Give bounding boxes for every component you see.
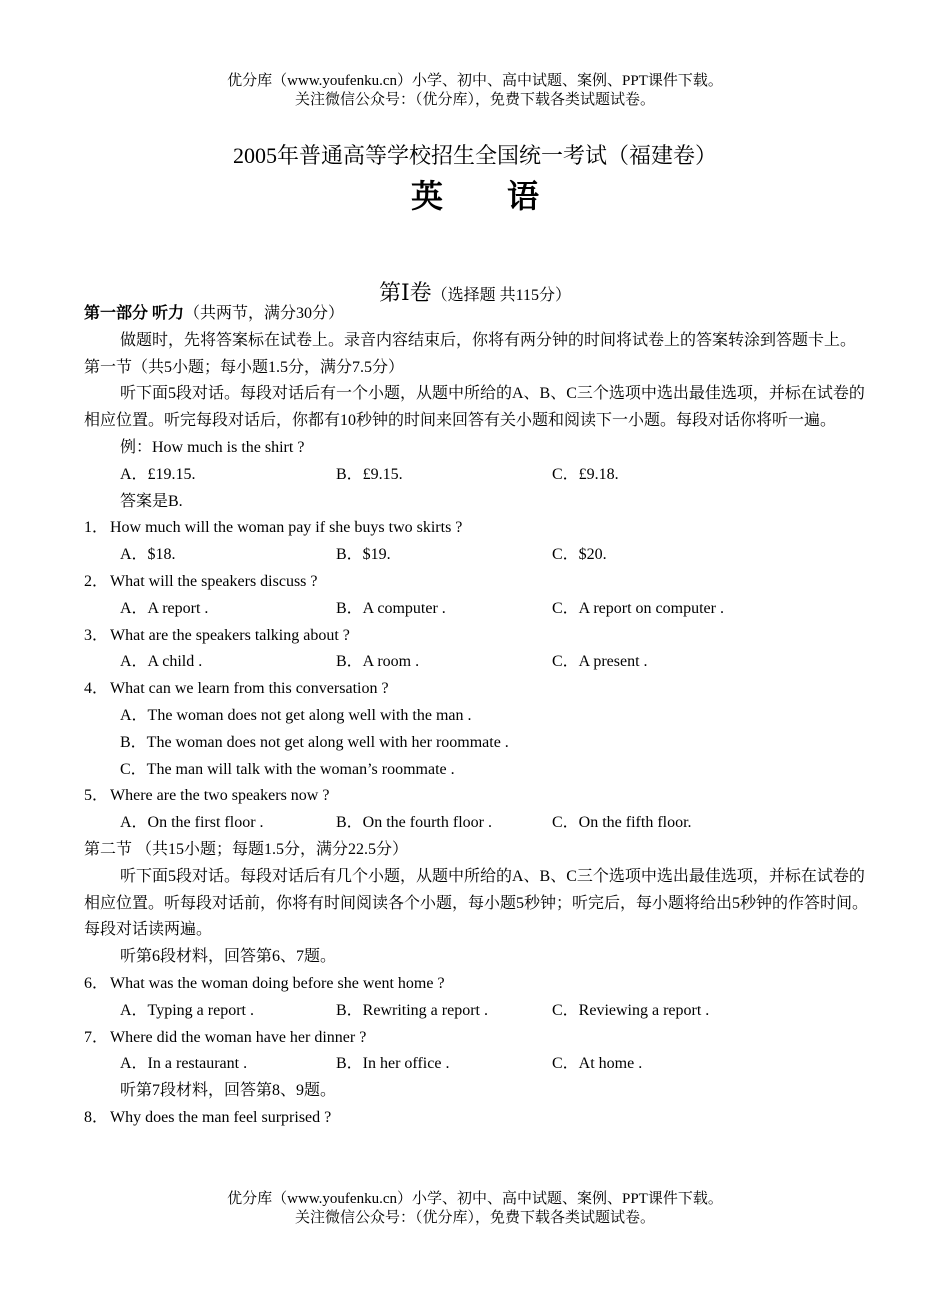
question-8 bbox=[84, 1105, 869, 1132]
watermark-line-2: 关注微信公众号：（优分库），免费下载各类试题试卷。 bbox=[294, 1210, 655, 1226]
question-text: What can we learn from this conversation ? bbox=[110, 680, 389, 698]
option-a: A．A child . bbox=[120, 653, 203, 671]
option-c: C．Reviewing a report . bbox=[552, 1001, 710, 1019]
question-1-options bbox=[84, 542, 869, 569]
question-3-options bbox=[84, 649, 869, 676]
question-6-options bbox=[84, 998, 869, 1025]
question-5 bbox=[84, 783, 869, 810]
option-b: B．Rewriting a report . bbox=[336, 1001, 488, 1019]
watermark-line-1: 优分库（www.youfenku.cn）小学、初中、高中试题、案例、PPT课件下载。 bbox=[227, 1191, 723, 1207]
question-text: What are the speakers talking about ? bbox=[110, 626, 350, 644]
question-6 bbox=[84, 971, 869, 998]
page-header-watermark bbox=[0, 72, 950, 110]
option-a: A．$18. bbox=[120, 546, 176, 564]
volume-note: （选择题 共115分） bbox=[431, 287, 572, 304]
watermark-line-2: 关注微信公众号：（优分库），免费下载各类试题试卷。 bbox=[294, 92, 655, 108]
example-answer: 答案是B. bbox=[120, 492, 183, 510]
example-options bbox=[84, 462, 869, 489]
example-question: 例：How much is the shirt ? bbox=[120, 438, 305, 456]
question-7 bbox=[84, 1025, 869, 1052]
question-4-option-b: B．The woman does not get along well with her roommate . bbox=[120, 733, 509, 751]
section1-instructions: 听下面5段对话。每段对话后有一个小题，从题中所给的A、B、C三个选项中选出最佳选项，并标在试卷的相应位置。听完每段对话后，你都有10秒钟的时间来回答有关小题和阅读下一小题。每段对话你将听一遍。 bbox=[84, 385, 865, 430]
question-number: 4． bbox=[84, 680, 109, 698]
question-4-option-c: C．The man will talk with the woman’s roommate . bbox=[120, 760, 455, 778]
option-b: B．$19. bbox=[336, 546, 391, 564]
option-c: C．At home . bbox=[552, 1055, 643, 1073]
part1-heading-line bbox=[84, 301, 869, 328]
option-a: A．A report . bbox=[120, 599, 209, 617]
option-c: C．On the fifth floor. bbox=[552, 814, 692, 832]
exam-body bbox=[84, 301, 869, 1132]
option-b: B．£9.15. bbox=[336, 465, 403, 483]
question-4-option-a: A．The woman does not get along well with the man . bbox=[120, 706, 472, 724]
question-5-options bbox=[84, 810, 869, 837]
option-a: A．£19.15. bbox=[120, 465, 196, 483]
part1-heading: 第一部分 听力 bbox=[84, 305, 185, 322]
question-2 bbox=[84, 569, 869, 596]
option-b: B．On the fourth floor . bbox=[336, 814, 492, 832]
option-a: A．In a restaurant . bbox=[120, 1055, 248, 1073]
option-c: C．$20. bbox=[552, 546, 607, 564]
question-number: 8． bbox=[84, 1108, 109, 1126]
question-number: 1． bbox=[84, 519, 109, 537]
question-text: How much will the woman pay if she buys two skirts ? bbox=[110, 519, 463, 537]
watermark-line-1: 优分库（www.youfenku.cn）小学、初中、高中试题、案例、PPT课件下载。 bbox=[227, 73, 723, 89]
question-number: 5． bbox=[84, 787, 109, 805]
question-text: Where are the two speakers now ? bbox=[110, 787, 330, 805]
material-6-note: 听第6段材料，回答第6、7题。 bbox=[120, 948, 337, 966]
question-4 bbox=[84, 676, 869, 703]
option-b: B．A computer . bbox=[336, 599, 446, 617]
option-b: B．A room . bbox=[336, 653, 420, 671]
question-1 bbox=[84, 515, 869, 542]
question-text: What was the woman doing before she went home ? bbox=[110, 974, 445, 992]
question-number: 3． bbox=[84, 626, 109, 644]
part1-intro: 做题时，先将答案标在试卷上。录音内容结束后，你将有两分钟的时间将试卷上的答案转涂到答题卡上。 bbox=[120, 331, 857, 349]
part1-heading-note: （共两节，满分30分） bbox=[184, 305, 345, 322]
option-c: C．A report on computer . bbox=[552, 599, 724, 617]
section2-heading: 第二节 （共15小题；每题1.5分，满分22.5分） bbox=[84, 840, 409, 858]
section2-instructions: 听下面5段对话。每段对话后有几个小题，从题中所给的A、B、C三个选项中选出最佳选项，并标在试卷的相应位置。听每段对话前，你将有时间阅读各个小题，每小题5秒钟；听完后，每小题将给出5秒钟的作答时间。每段对话读两遍。 bbox=[84, 867, 869, 939]
material-7-note: 听第7段材料，回答第8、9题。 bbox=[120, 1082, 337, 1100]
option-b: B．In her office . bbox=[336, 1055, 450, 1073]
question-number: 2． bbox=[84, 572, 109, 590]
section1-heading: 第一节（共5小题；每小题1.5分，满分7.5分） bbox=[84, 358, 405, 376]
question-3 bbox=[84, 623, 869, 650]
exam-title: 2005年普通高等学校招生全国统一考试（福建卷） bbox=[232, 143, 717, 168]
question-7-options bbox=[84, 1051, 869, 1078]
question-number: 6． bbox=[84, 974, 109, 992]
option-c: C．£9.18. bbox=[552, 465, 619, 483]
question-number: 7． bbox=[84, 1028, 109, 1046]
question-text: What will the speakers discuss ? bbox=[110, 572, 318, 590]
option-c: C．A present . bbox=[552, 653, 648, 671]
option-a: A．On the first floor . bbox=[120, 814, 264, 832]
question-2-options bbox=[84, 596, 869, 623]
option-a: A．Typing a report . bbox=[120, 1001, 254, 1019]
question-text: Where did the woman have her dinner ? bbox=[110, 1028, 367, 1046]
question-text: Why does the man feel surprised ? bbox=[110, 1108, 332, 1126]
subject-title: 英 语 bbox=[410, 178, 567, 214]
page-footer-watermark bbox=[0, 1190, 950, 1228]
volume-label: 第Ⅰ卷 bbox=[378, 280, 432, 305]
